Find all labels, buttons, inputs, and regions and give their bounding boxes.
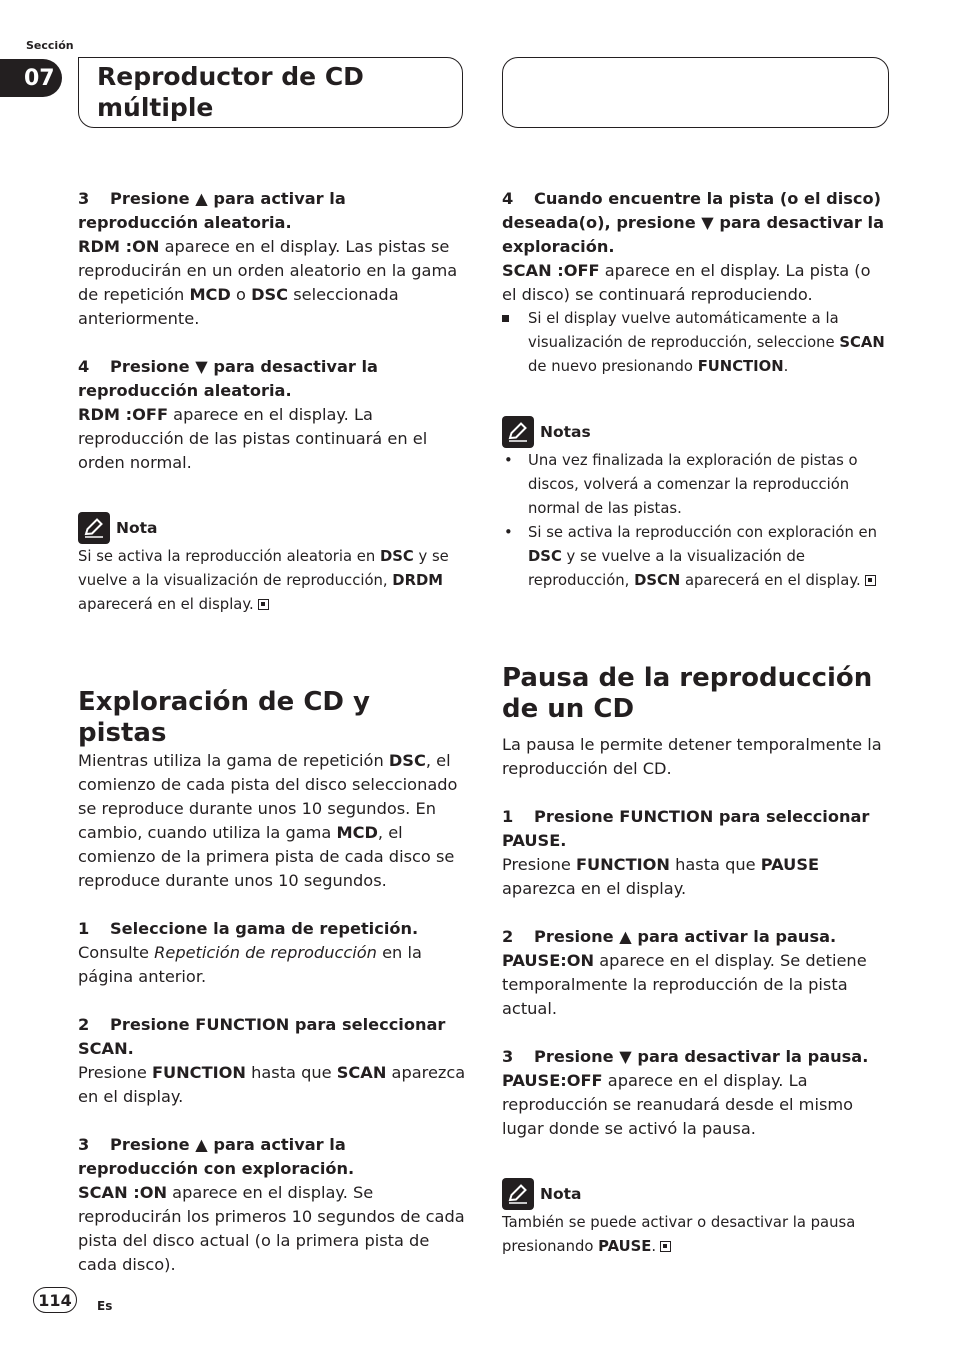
step-body: PAUSE:OFF aparece en el display. La reproducción se reanudará desde el mismo lugar donde se activó la pausa. (502, 1071, 854, 1138)
step-body: RDM :ON aparece en el display. Las pistas se reproducirán en un orden aleatorio en la gama de repetición MCD o DSC seleccionada anteriormente. (78, 237, 458, 328)
right-column (502, 187, 890, 1259)
step-body: Presione FUNCTION hasta que SCAN aparezca en el display. (78, 1063, 466, 1106)
step-heading: 4 Presione ▼ para desactivar la reproducción aleatoria. (78, 357, 378, 400)
end-mark-icon (258, 599, 269, 610)
section-number-tab (0, 59, 62, 97)
step-heading: 2 Presione ▲ para activar la pausa. (502, 927, 837, 946)
step-body: PAUSE:ON aparece en el display. Se detiene temporalmente la reproducción de la pista actual. (502, 951, 867, 1018)
end-mark-icon (660, 1241, 671, 1252)
section-intro: Mientras utiliza la gama de repetición DSC, el comienzo de cada pista del disco seleccionado se reproduce durante unos 10 segundos. En cambio, cuando utiliza la gama MCD, el comienzo de la primera pista de cada disco se reproduce durante unos 10 segundos. (78, 751, 458, 890)
note-title: Nota (540, 1185, 582, 1203)
section-number: 07 (24, 65, 55, 91)
section-heading: Exploración de CD y pistas (78, 687, 370, 748)
step-body: Consulte Repetición de reproducción en la página anterior. (78, 943, 422, 986)
list-item: • Si se activa la reproducción con exploración en DSC y se vuelve a la visualización de reproducción, DSCN aparecerá en el display. (504, 524, 878, 589)
square-bullet-icon (502, 315, 509, 322)
section-intro: La pausa le permite detener temporalmente la reproducción del CD. (502, 735, 882, 778)
note-title: Nota (116, 519, 158, 537)
step-body: SCAN :ON aparece en el display. Se reproducirán los primeros 10 segundos de cada pista del disco actual (o la primera pista de cada disco). (78, 1183, 465, 1274)
step-bullet: Si el display vuelve automáticamente a la visualización de reproducción, seleccione SCAN de nuevo presionando FUNCTION. (502, 307, 890, 379)
note-text: También se puede activar o desactivar la pausa presionando PAUSE. (502, 1214, 856, 1255)
step-body: SCAN :OFF aparece en el display. La pista (o el disco) se continuará reproduciendo. (502, 261, 871, 304)
step-heading: 3 Presione ▲ para activar la reproducción aleatoria. (78, 189, 346, 232)
step-heading: 1 Presione FUNCTION para seleccionar PAUSE. (502, 807, 870, 850)
step-heading: 4 Cuando encuentre la pista (o el disco) deseada(o), presione ▼ para desactivar la exploración. (502, 189, 885, 256)
list-item: • Una vez finalizada la exploración de pistas o discos, volverá a comenzar la reproducción normal de las pistas. (504, 452, 858, 517)
language-code: Es (97, 1299, 113, 1313)
step-body: RDM :OFF aparece en el display. La reproducción de las pistas continuará en el orden normal. (78, 405, 428, 472)
end-mark-icon (865, 575, 876, 586)
note-text: Si se activa la reproducción aleatoria en DSC y se vuelve a la visualización de reproducción, DRDM aparecerá en el display. (78, 548, 449, 613)
page-number: 114 (33, 1287, 77, 1313)
chapter-title: Reproductor de CD múltiple (97, 62, 364, 122)
step-heading: 2 Presione FUNCTION para seleccionar SCAN. (78, 1015, 446, 1058)
note-pencil-icon (78, 512, 110, 544)
notes-header (502, 415, 890, 449)
notes-list (502, 449, 890, 593)
left-column (78, 187, 466, 1277)
notes-title: Notas (540, 423, 591, 441)
note-pencil-icon (502, 416, 534, 448)
note-header (502, 1177, 890, 1211)
note-pencil-icon (502, 1178, 534, 1210)
step-heading: 3 Presione ▼ para desactivar la pausa. (502, 1047, 869, 1066)
step-heading: 1 Seleccione la gama de repetición. (78, 919, 419, 938)
header-empty-box (502, 57, 889, 128)
section-heading: Pausa de la reproducción de un CD (502, 663, 873, 724)
step-body: Presione FUNCTION hasta que PAUSE aparezca en el display. (502, 855, 820, 898)
section-label: Sección (26, 39, 74, 52)
step-heading: 3 Presione ▲ para activar la reproducción con exploración. (78, 1135, 355, 1178)
chapter-header (78, 57, 463, 128)
note-header (78, 511, 466, 545)
